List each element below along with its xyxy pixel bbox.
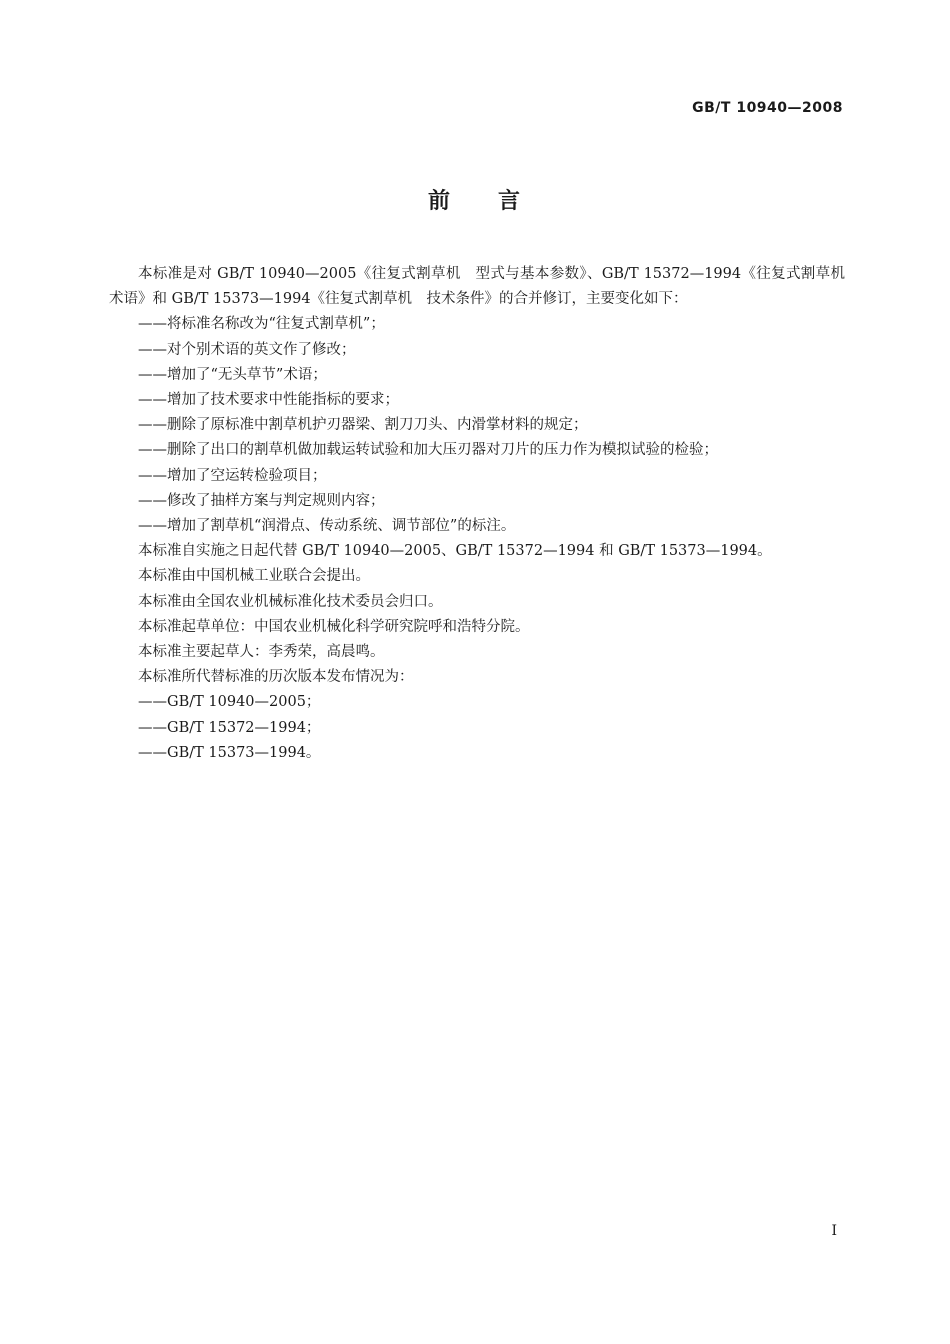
drafters-paragraph: 本标准主要起草人：李秀荣，高晨鸣。 [138,644,385,661]
replacement-paragraph: 本标准自实施之日起代替 GB/T 10940—2005、GB/T 15372—1994 和 GB/T 15373—1994。 [138,543,772,560]
intro-paragraph: 本标准是对 GB/T 10940—2005《往复式割草机 型式与基本参数》、GB/T 15372—1994《往复式割草机 术语》和 GB/T 15373—1994《往复式割草机 技术条件》的合并修订，主要变化如下： [109,266,860,308]
standard-number: GB/T 10940—2008 [692,100,843,116]
change-item: ——删除了出口的割草机做加载运转试验和加大压刃器对刀片的压力作为模拟试验的检验； [138,442,718,459]
proposer-paragraph: 本标准由中国机械工业联合会提出。 [138,568,370,585]
change-item: ——增加了技术要求中性能指标的要求； [138,392,399,409]
title-char-1: 前 [427,189,452,214]
page-number: I [831,1223,837,1239]
history-item: ——GB/T 10940—2005； [138,694,321,711]
drafting-unit-paragraph: 本标准起草单位：中国农业机械化科学研究院呼和浩特分院。 [138,618,530,635]
change-item: ——增加了“无头草节”术语； [138,366,327,383]
change-item: ——修改了抽样方案与判定规则内容； [138,492,385,509]
committee-paragraph: 本标准由全国农业机械标准化技术委员会归口。 [138,593,443,610]
foreword-body [109,262,860,766]
history-item: ——GB/T 15373—1994。 [138,744,321,761]
change-item: ——对个别术语的英文作了修改； [138,341,356,358]
change-item: ——将标准名称改为“往复式割草机”； [138,316,385,333]
history-item: ——GB/T 15372—1994； [138,719,321,736]
change-item: ——增加了空运转检验项目； [138,467,327,484]
change-item: ——删除了原标准中割草机护刃器梁、割刀刀头、内滑掌材料的规定； [138,417,588,434]
title-char-2: 言 [498,189,523,214]
page-title [0,184,950,215]
history-intro-paragraph: 本标准所代替标准的历次版本发布情况为： [138,669,414,686]
change-item: ——增加了割草机“润滑点、传动系统、调节部位”的标注。 [138,518,516,535]
